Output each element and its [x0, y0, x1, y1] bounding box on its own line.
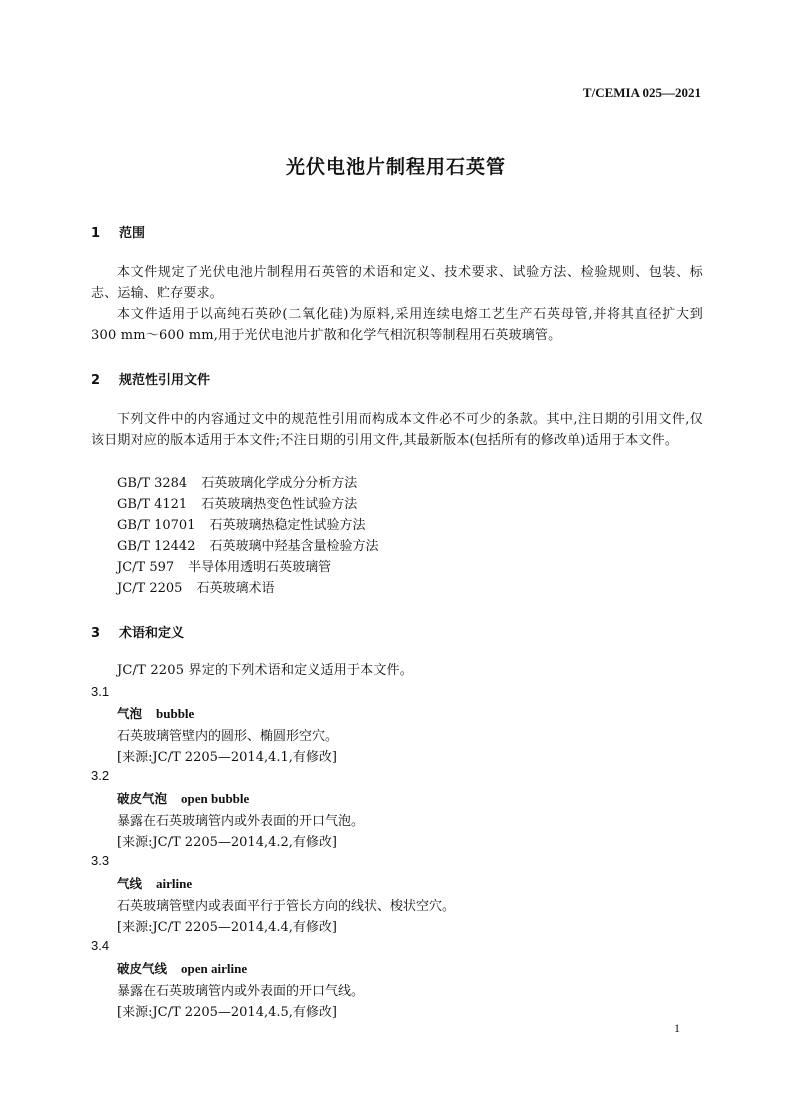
section-heading-scope — [91, 222, 145, 241]
paragraph: 下列文件中的内容通过文中的规范性引用而构成本文件必不可少的条款。其中,注日期的引用文件,仅该日期对应的版本适用于本文件;不注日期的引用文件,其最新版本(包括所有的修改单)适用于本文件。 — [91, 412, 703, 448]
paragraph: 本文件规定了光伏电池片制程用石英管的术语和定义、技术要求、试验方法、检验规则、包装、标志、运输、贮存要求。 — [91, 265, 703, 301]
term-name-cn: 破皮气线 — [117, 961, 168, 976]
term-name-en: open airline — [181, 961, 248, 976]
term-source: [来源:JC/T 2205—2014,4.4,有修改] — [117, 920, 337, 935]
reference-name: 石英玻璃术语 — [196, 581, 275, 596]
section-number: 2 — [91, 373, 101, 388]
reference-code: GB/T 12442 — [117, 539, 196, 554]
reference-item — [117, 577, 274, 596]
term-name — [117, 959, 247, 977]
page-number: 1 — [674, 1021, 680, 1035]
section-title: 术语和定义 — [119, 626, 185, 641]
term-name — [117, 704, 194, 722]
reference-code: JC/T 2205 — [117, 581, 183, 596]
reference-code: GB/T 10701 — [117, 518, 196, 533]
term-source: [来源:JC/T 2205—2014,4.2,有修改] — [117, 835, 337, 850]
term-name-cn: 气线 — [117, 876, 143, 891]
section-heading-normative-references — [91, 369, 210, 388]
term-source: [来源:JC/T 2205—2014,4.1,有修改] — [117, 750, 337, 765]
reference-name: 石英玻璃热变色性试验方法 — [201, 497, 358, 512]
term-name — [117, 874, 192, 892]
term-name-en: bubble — [156, 706, 195, 721]
reference-code: GB/T 4121 — [117, 497, 188, 512]
term-number: 3.3 — [91, 853, 110, 868]
term-source: [来源:JC/T 2205—2014,4.5,有修改] — [117, 1005, 337, 1020]
term-definition: 石英玻璃管壁内的圆形、椭圆形空穴。 — [117, 729, 339, 744]
paragraph: JC/T 2205 界定的下列术语和定义适用于本文件。 — [117, 663, 413, 678]
reference-item — [117, 556, 331, 575]
term-number: 3.1 — [91, 684, 110, 699]
term-name-cn: 气泡 — [117, 706, 143, 721]
reference-item — [117, 535, 379, 554]
term-definition: 暴露在石英玻璃管内或外表面的开口气泡。 — [117, 814, 365, 829]
term-number: 3.2 — [91, 768, 110, 783]
reference-item — [117, 493, 357, 512]
paragraph: 本文件适用于以高纯石英砂(二氧化硅)为原料,采用连续电熔工艺生产石英母管,并将其直径扩大到 300 mm～600 mm,用于光伏电池片扩散和化学气相沉积等制程用石英玻璃管。 — [91, 307, 703, 343]
reference-item — [117, 514, 366, 533]
reference-item — [117, 472, 357, 491]
term-name — [117, 789, 249, 807]
section-number: 1 — [91, 226, 101, 241]
reference-name: 石英玻璃热稳定性试验方法 — [209, 518, 366, 533]
standard-code: T/CEMIA 025—2021 — [582, 85, 701, 100]
section-title: 范围 — [119, 226, 146, 241]
reference-code: JC/T 597 — [117, 560, 175, 575]
document-title: 光伏电池片制程用石英管 — [285, 156, 506, 178]
reference-name: 半导体用透明石英玻璃管 — [188, 560, 332, 575]
term-name-en: open bubble — [181, 791, 250, 806]
term-number: 3.4 — [91, 938, 110, 953]
term-name-cn: 破皮气泡 — [117, 791, 168, 806]
reference-code: GB/T 3284 — [117, 476, 188, 491]
term-name-en: airline — [156, 876, 193, 891]
section-number: 3 — [91, 626, 101, 641]
term-definition: 石英玻璃管壁内或表面平行于管长方向的线状、梭状空穴。 — [117, 899, 456, 914]
section-title: 规范性引用文件 — [119, 373, 211, 388]
reference-name: 石英玻璃中羟基含量检验方法 — [209, 539, 379, 554]
section-heading-terms-definitions — [91, 622, 184, 641]
reference-name: 石英玻璃化学成分分析方法 — [201, 476, 358, 491]
term-definition: 暴露在石英玻璃管内或外表面的开口气线。 — [117, 984, 365, 999]
